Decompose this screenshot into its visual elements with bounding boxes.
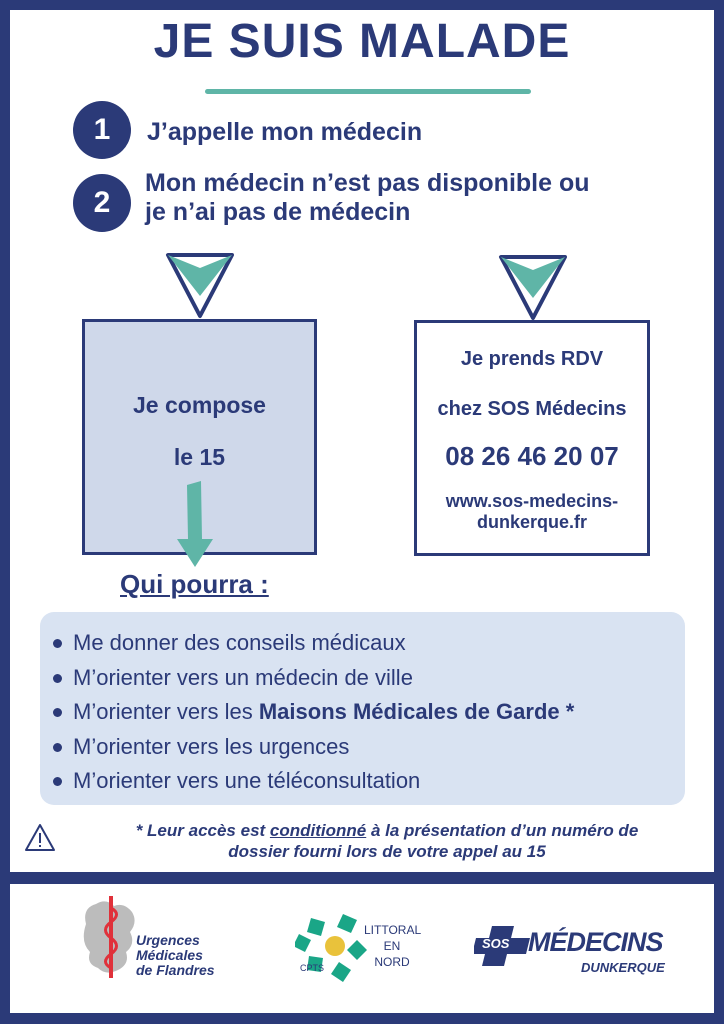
chevron-down-icon bbox=[497, 254, 569, 322]
step-1-badge: 1 bbox=[73, 101, 131, 159]
sos-url-line1[interactable]: www.sos-medecins- bbox=[445, 491, 619, 511]
access-note: * Leur accès est conditionné à la présentation d’un numéro de dossier fourni lors de votre appel au 15 bbox=[135, 821, 639, 861]
bullet-icon bbox=[53, 777, 62, 786]
sos-mark: SOS bbox=[482, 936, 510, 951]
cpts-logo-text: LITTORAL EN NORD bbox=[364, 923, 422, 969]
cpts-tag: CPTS bbox=[300, 963, 325, 973]
sos-line2: chez SOS Médecins bbox=[437, 398, 627, 420]
call-15-line2: le 15 bbox=[173, 444, 226, 470]
umf-logo-text: Urgences Médicales de Flandres bbox=[136, 932, 215, 978]
sos-logo-name: MÉDECINS bbox=[528, 927, 663, 957]
maisons-medicales-label: Maisons Médicales de Garde bbox=[258, 699, 560, 724]
bullet-icon bbox=[53, 639, 62, 648]
title-underline bbox=[205, 89, 531, 94]
step-2-text-line1: Mon médecin n’est pas disponible ou bbox=[145, 169, 590, 197]
cpts-hands-logo bbox=[295, 904, 375, 988]
warning-icon bbox=[24, 823, 56, 853]
step-2-text-line2: je n’ai pas de médecin bbox=[145, 198, 411, 226]
sos-line1: Je prends RDV bbox=[460, 348, 604, 370]
sos-logo-city: DUNKERQUE bbox=[581, 960, 665, 975]
section-heading: Qui pourra : bbox=[120, 569, 269, 599]
options-list: Me donner des conseils médicaux M’orienter vers un médecin de ville M’orienter vers les Maisons Médicales de Garde * M’orienter vers les urgences M’orienter vers une téléconsultation bbox=[40, 612, 685, 805]
bullet-icon bbox=[53, 708, 62, 717]
step-2-badge: 2 bbox=[73, 174, 131, 232]
sos-medecins-box bbox=[414, 320, 650, 556]
bullet-icon bbox=[53, 674, 62, 683]
step-1-text: J’appelle mon médecin bbox=[147, 118, 423, 146]
sos-phone[interactable]: 08 26 46 20 07 bbox=[445, 441, 619, 471]
chevron-down-icon bbox=[164, 252, 236, 320]
call-15-line1: Je compose bbox=[133, 392, 266, 418]
bullet-icon bbox=[53, 743, 62, 752]
arrow-down-icon bbox=[175, 481, 215, 569]
page-title: JE SUIS MALADE bbox=[153, 15, 571, 68]
sos-url-line2[interactable]: dunkerque.fr bbox=[476, 512, 587, 532]
